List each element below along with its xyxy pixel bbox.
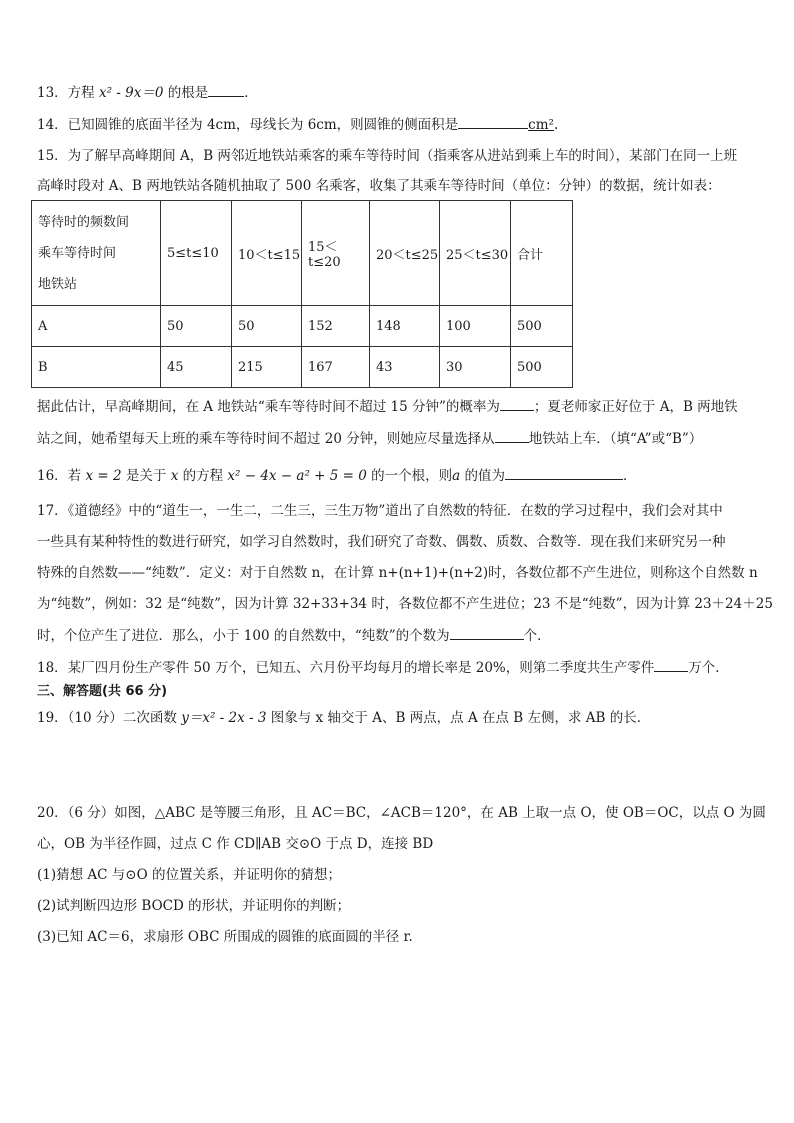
question-15-after-line2: 站之间，她希望每天上班的乘车等待时间不超过 20 分钟，则她应尽量选择从 地铁站上车．（填“A”或“B”） (37, 428, 702, 449)
table-cell: 43 (370, 347, 440, 388)
station-cell: B (32, 347, 161, 388)
question-20-part3: (3)已知 AC＝6，求扇形 OBC 所围成的圆锥的底面圆的半径 r. (37, 929, 413, 945)
table-cell: 215 (232, 347, 302, 388)
answer-blank (495, 428, 529, 443)
station-cell: A (32, 306, 161, 347)
q13-equation: x² - 9x＝0 (98, 85, 164, 101)
question-16: 16．若 x = 2 是关于 x 的方程 x² − 4x − a² + 5 = 0 的一个根，则a 的值为 ． (37, 465, 637, 486)
answer-blank (654, 657, 688, 672)
table-cell: 45 (161, 347, 232, 388)
column-header: 15＜t≤20 (302, 201, 370, 306)
answer-blank (450, 625, 524, 640)
answer-blank (458, 114, 528, 129)
table-cell: 152 (302, 306, 370, 347)
table-cell: 148 (370, 306, 440, 347)
q14-unit: cm² (528, 117, 554, 133)
waiting-time-table (31, 200, 573, 388)
question-14: 14．已知圆锥的底面半径为 4cm，母线长为 6cm，则圆锥的侧面积是 cm². (37, 114, 558, 135)
question-17-line3: 特殊的自然数——“纯数”．定义：对于自然数 n，在计算 n+(n+1)+(n+2)时，各数位都不产生进位，则称这个自然数 n (37, 565, 758, 581)
table-cell: 500 (511, 306, 573, 347)
question-15-after-line1: 据此估计，早高峰期间，在 A 地铁站“乘车等待时间不超过 15 分钟”的概率为 ；夏老师家正好位于 A，B 两地铁 (37, 396, 738, 417)
question-15-line2: 高峰时段对 A、B 两地铁站各随机抽取了 500 名乘客，收集了其乘车等待时间（单位：分钟）的数据，统计如表： (37, 178, 721, 194)
table-header-row (32, 201, 573, 306)
question-17-line5: 时，个位产生了进位．那么，小于 100 的自然数中，“纯数”的个数为 个． (37, 625, 551, 646)
column-header: 20＜t≤25 (370, 201, 440, 306)
table-cell: 100 (440, 306, 511, 347)
question-20-line2: 心，OB 为半径作圆，过点 C 作 CD∥AB 交⊙O 于点 D，连接 BD (37, 836, 434, 852)
q13-suffix: 的根是 (163, 85, 209, 101)
q16-equation: x² − 4x − a² + 5 = 0 (227, 468, 367, 484)
question-20-part1: (1)猜想 AC 与⊙O 的位置关系，并证明你的猜想； (37, 867, 341, 883)
q19-equation: y＝x² - 2x - 3 (181, 710, 267, 726)
answer-blank (500, 396, 534, 411)
table-cell: 167 (302, 347, 370, 388)
q14-text: 14．已知圆锥的底面半径为 4cm，母线长为 6cm，则圆锥的侧面积是 (37, 117, 459, 133)
question-17-line1: 17．《道德经》中的“道生一，一生二，二生三，三生万物”道出了自然数的特征．在数的学习过程中，我们会对其中 (37, 503, 723, 519)
table-cell: 30 (440, 347, 511, 388)
column-header: 10＜t≤15 (232, 201, 302, 306)
answer-blank (505, 465, 623, 480)
table-row (32, 306, 573, 347)
question-15-line1: 15．为了解早高峰期间 A，B 两邻近地铁站乘客的乘车等待时间（指乘客从进站到乘上车的时间），某部门在同一上班 (37, 148, 738, 164)
question-20-part2: (2)试判断四边形 BOCD 的形状，并证明你的判断； (37, 898, 351, 914)
answer-blank (208, 82, 244, 97)
q13-prefix: 13．方程 (37, 85, 99, 101)
question-20-line1: 20．（6 分）如图，△ABC 是等腰三角形，且 AC＝BC，∠ACB＝120°，在 AB 上取一点 O，使 OB＝OC，以点 O 为圆 (37, 805, 766, 821)
column-header: 5≤t≤10 (161, 201, 232, 306)
question-17-line2: 一些具有某种特性的数进行研究，如学习自然数时，我们研究了奇数、偶数、质数、合数等．现在我们来研究另一种 (37, 534, 726, 550)
column-header: 合计 (511, 201, 573, 306)
column-header: 25＜t≤30 (440, 201, 511, 306)
table-row (32, 347, 573, 388)
q16-equation-root: x = 2 (85, 468, 122, 484)
table-cell: 500 (511, 347, 573, 388)
section-heading: 三、解答题(共 66 分) (37, 684, 168, 699)
question-19: 19．（10 分）二次函数 y＝x² - 2x - 3 图象与 x 轴交于 A、B 两点，点 A 在点 B 左侧，求 AB 的长． (37, 710, 651, 726)
table-corner-header: 等待时的频数间 乘车等待时间 地铁站 (32, 201, 161, 306)
question-13: 13．方程 x² - 9x＝0 的根是 ． (37, 82, 258, 103)
table-cell: 50 (161, 306, 232, 347)
question-18: 18．某厂四月份生产零件 50 万个，已知五、六月份平均每月的增长率是 20%，则第二季度共生产零件 万个． (37, 657, 729, 678)
question-17-line4: 为“纯数”，例如：32 是“纯数”，因为计算 32+33+34 时，各数位都不产生进位；23 不是“纯数”，因为计算 23＋24＋25 (37, 596, 773, 612)
table-cell: 50 (232, 306, 302, 347)
